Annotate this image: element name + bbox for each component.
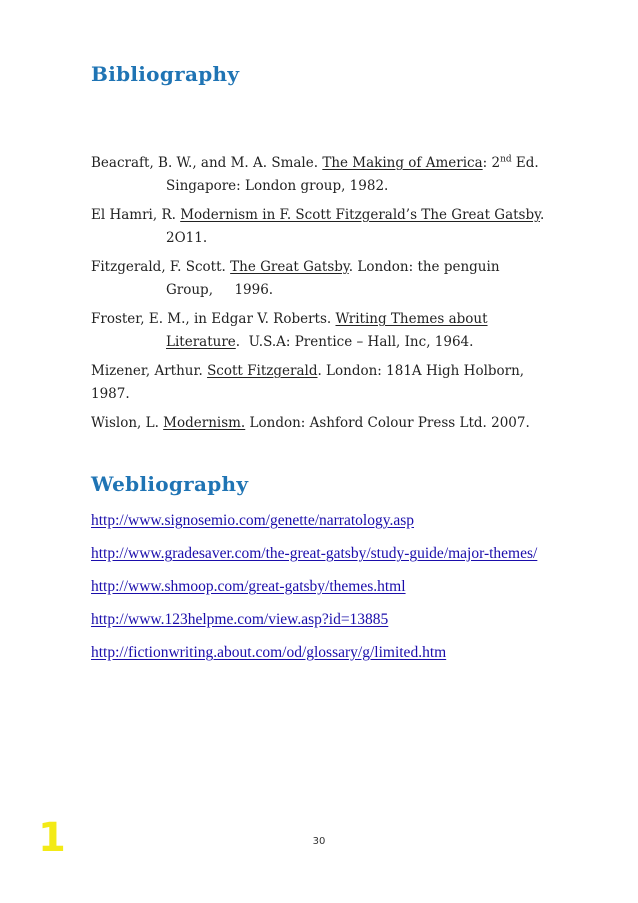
bibliography-entry [91,204,591,249]
web-link[interactable]: http://fictionwriting.about.com/od/glossary/g/limited.htm [91,644,447,661]
list-item [91,642,561,664]
list-item [91,510,561,532]
entry-title: Writing Themes about [335,311,488,327]
web-link[interactable]: http://www.shmoop.com/great-gatsby/themes.html [91,578,406,595]
list-item [91,609,561,631]
entry-details: . London: the penguin [348,259,500,275]
web-link[interactable]: http://www.gradesaver.com/the-great-gatsby/study-guide/major-themes/ [91,545,538,562]
entry-edition: Ed. [511,155,539,171]
entry-details: . U.S.A: Prentice – Hall, Inc, 1964. [235,333,474,350]
entry-details: . [539,207,545,223]
entry-continuation: Group, 1996. [166,281,274,298]
web-link[interactable]: http://www.123helpme.com/view.asp?id=13885 [91,611,389,628]
entry-superscript: nd [500,154,512,165]
entry-continuation [91,331,591,354]
page-number: 30 [312,836,326,847]
entry-author: El Hamri, R. [91,207,181,223]
bibliography-list [91,152,591,442]
entry-title: Scott Fitzgerald [207,363,318,379]
webliography-list [91,510,561,675]
entry-author: Mizener, Arthur. [91,363,208,379]
bibliography-entry [91,256,591,301]
entry-author: Wislon, L. [91,415,164,431]
corner-number-mark: 1 [38,815,66,861]
webliography-heading: Webliography [91,472,249,496]
bibliography-entry [91,308,591,353]
entry-title: Modernism. [163,415,246,431]
bibliography-entry [91,152,591,197]
list-item [91,543,561,565]
entry-continuation: 2O11. [166,229,208,246]
entry-details: London: Ashford Colour Press Ltd. 2007. [245,415,530,431]
bibliography-heading: Bibliography [91,62,240,86]
list-item [91,576,561,598]
entry-title-continued: Literature [166,333,236,350]
entry-continuation: 1987. [91,385,130,402]
bibliography-entry [91,360,591,405]
bibliography-entry [91,412,591,435]
entry-details: . London: 181A High Holborn, [317,363,525,379]
entry-author: Fitzgerald, F. Scott. [91,259,231,275]
web-link[interactable]: http://www.signosemio.com/genette/narratology.asp [91,512,414,529]
entry-title: The Making of America [322,155,483,171]
entry-title: Modernism in F. Scott Fitzgerald’s The Great Gatsby [180,207,540,223]
entry-author: Froster, E. M., in Edgar V. Roberts. [91,311,336,327]
entry-continuation: Singapore: London group, 1982. [166,177,389,194]
entry-title: The Great Gatsby [230,259,349,275]
entry-author: Beacraft, B. W., and M. A. Smale. [91,155,323,171]
entry-details: : 2 [482,155,501,171]
